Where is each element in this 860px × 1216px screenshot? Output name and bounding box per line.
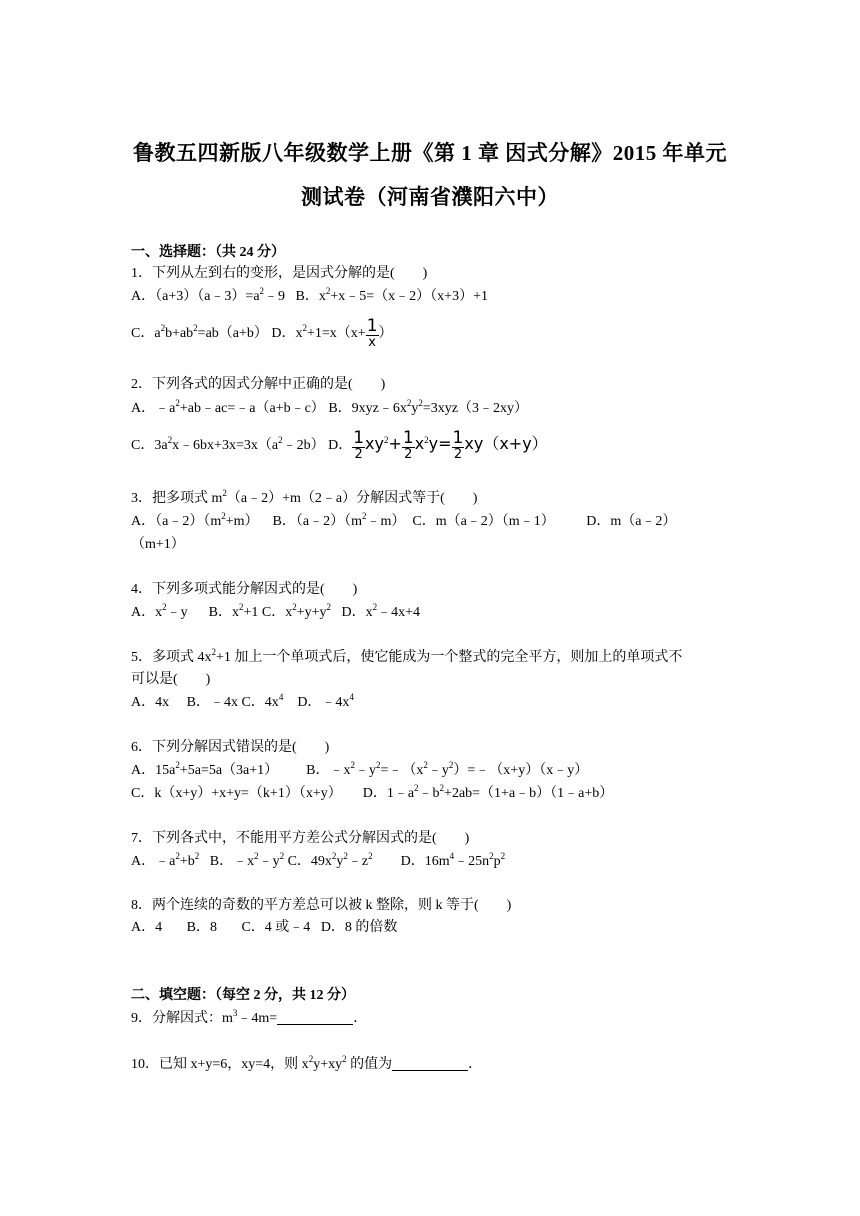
q2-option-c: C．$3a^2x﹣6bx+3x=3x(a^2﹣2b)$ — [131, 434, 325, 453]
q3-option-c: C．m（a﹣2）（m﹣1） — [412, 514, 555, 529]
q8-option-b: B．8 — [186, 920, 217, 935]
answer-blank[interactable] — [277, 1010, 353, 1025]
q2-option-d: D． $\frac{1}{2}$ $xy^2+$ $\frac{1}{2}$ $x^2y=$ $\frac{1}{2}$ xy（x+y） — [328, 428, 548, 462]
q6-option-b: B．$﹣x^2﹣y^2=﹣(x^2﹣y^2)=﹣(x+y)(x﹣y)$ — [306, 760, 589, 778]
question-6-options-row-2 — [131, 784, 613, 804]
question-3-stem: 3．把多项式 $m^2(a﹣2)+m(2﹣a)$分解因式等于( ) — [131, 488, 478, 506]
fraction: $\frac{1}{2}$ — [402, 428, 414, 462]
answer-blank[interactable] — [392, 1056, 468, 1071]
q3-option-a: A．$(a﹣2)(m^2+m)$ — [131, 511, 259, 529]
question-8-options — [131, 918, 397, 938]
question-5-stem-continued: 可以是( ) — [131, 672, 211, 687]
q6-option-d: D．$1﹣a^2﹣b^2+2ab=(1+a﹣b)(1﹣a+b)$ — [362, 783, 614, 801]
question-10: 10．已知 x+y=6，xy=4，则 $x^2y+xy^2$ 的值为 ． — [131, 1054, 483, 1072]
question-3-option-d-continued: （m+1） — [131, 537, 185, 552]
page-title-line-1: 鲁教五四新版八年级数学上册《第 1 章 因式分解》2015 年单元 — [133, 141, 727, 165]
q4-option-c: C．$x^2+y+y^2$ — [261, 602, 332, 620]
q4-option-b: B．$x^2+1$ — [208, 602, 259, 620]
section-2-heading: 二、填空题：（每空 2 分，共 12 分） — [131, 988, 355, 1003]
q7-option-c: C．$49x^2y^2﹣z^2$ — [287, 851, 373, 869]
q7-option-a: A．$﹣a^2+b^2$ — [131, 851, 200, 869]
question-1-options-row-1 — [131, 287, 488, 307]
fraction: $\frac{1}{2}$ — [452, 428, 464, 462]
question-1-options-row-2 — [131, 318, 393, 349]
q2-option-b: B．$9xyz﹣6x^2y^2=3xyz(3﹣2xy)$ — [328, 398, 528, 416]
q5-option-c: C．$4x^4$ — [241, 692, 284, 710]
question-2-options-row-1 — [131, 399, 528, 419]
q8-option-d: D．8 的倍数 — [320, 920, 398, 935]
question-2-stem: 2．下列各式的因式分解中正确的是( ) — [131, 377, 386, 392]
fraction: $\frac{1}{2}$ — [353, 428, 365, 462]
q5-option-a: A．4x — [131, 695, 170, 710]
q2-option-a: A．$﹣a^2+ab﹣ac=﹣a(a+b﹣c)$ — [131, 398, 325, 416]
q3-option-d: D．m（a﹣2） — [586, 514, 677, 529]
q8-option-c: C．4 或﹣4 — [241, 920, 311, 935]
question-4-stem: 4．下列多项式能分解因式的是( ) — [131, 582, 358, 597]
q1-option-a: A．$(a+3)(a﹣3)=a^2﹣9$ — [131, 286, 286, 304]
question-2-options-row-2 — [131, 430, 548, 461]
q3-option-b: B．$(a﹣2)(m^2﹣m)$ — [272, 511, 406, 529]
question-8-stem: 8．两个连续的奇数的平方差总可以被 k 整除，则 k 等于( ) — [131, 898, 512, 913]
q5-option-b: B．﹣4x — [186, 695, 238, 710]
q6-option-c: C．k（x+y）+x+y=（k+1）（x+y） — [131, 786, 342, 801]
q1-option-b: B．$x^2+x﹣5=(x﹣2)(x+3)+1$ — [295, 286, 488, 304]
q7-option-d: D．$16m^4﹣25n^2p^2$ — [400, 851, 506, 869]
question-5-options — [131, 693, 354, 713]
question-7-options — [131, 852, 505, 872]
question-7-stem: 7．下列各式中，不能用平方差公式分解因式的是( ) — [131, 831, 470, 846]
q1-option-d: D．$x^2+1=x(x+$ $\frac{1}{x}$ ） — [271, 316, 393, 350]
question-3-options — [131, 512, 676, 532]
page-title-line-2: 测试卷（河南省濮阳六中） — [301, 185, 559, 209]
question-6-stem: 6．下列分解因式错误的是( ) — [131, 740, 330, 755]
q7-option-b: B．$﹣x^2﹣y^2$ — [209, 851, 285, 869]
q4-option-a: A．$x^2﹣y$ — [131, 602, 188, 620]
question-6-options-row-1 — [131, 761, 588, 781]
question-9: 9．分解因式：$m^3﹣4m=$ ． — [131, 1008, 368, 1026]
question-1-stem: 1．下列从左到右的变形，是因式分解的是( ) — [131, 266, 428, 281]
q4-option-d: D．$x^2﹣4x+4$ — [341, 602, 421, 620]
question-5-stem: 5．多项式 $4x^2+1$ 加上一个单项式后，使它能成为一个整式的完全平方，则加上的单项式不 — [131, 647, 683, 665]
q1-option-c: C．$a^2b+ab^2=ab(a+b)$ — [131, 322, 268, 341]
q6-option-a: A．$15a^2+5a=5a(3a+1)$ — [131, 760, 279, 778]
q5-option-d: D．$﹣4x^4$ — [297, 692, 354, 710]
fraction: $\frac{1}{x}$ — [366, 316, 378, 350]
q8-option-a: A．4 — [131, 920, 163, 935]
question-4-options — [131, 603, 420, 623]
section-1-heading: 一、选择题：（共 24 分） — [131, 245, 285, 260]
